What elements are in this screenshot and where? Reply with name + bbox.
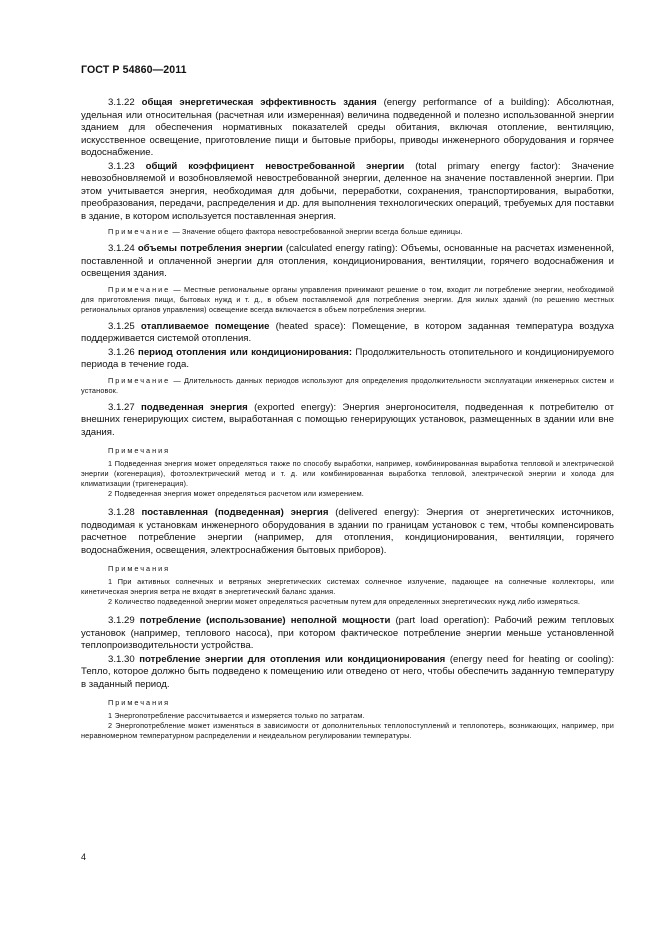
clause-number: 3.1.30 — [108, 653, 135, 665]
note-item: 1 Подведенная энергия может определяться также по способу выработки, например, комбинированная выработка тепловой и электрической энергии (когенерация), фотоэлектрический метод и т. д. или комбинированная выработка тепловой, электрической энергии и холода для климатизации (тригенерация). — [81, 459, 614, 488]
definition-term: потребление (использование) неполной мощности — [139, 615, 391, 626]
clause-number: 3.1.22 — [108, 97, 135, 108]
clause-number: 3.1.26 — [108, 346, 135, 358]
notes-label: Примечания — [108, 446, 171, 455]
definition-term: подведенная энергия — [141, 401, 248, 413]
note-text: — Значение общего фактора невостребованной энергии всегда больше единицы. — [172, 227, 463, 236]
note-label: Примечание — [108, 227, 171, 236]
clause-number: 3.1.24 — [108, 243, 135, 254]
note-label: Примечание — [108, 284, 171, 294]
document-body — [81, 97, 614, 741]
definition-term: период отопления или кондиционирования: — [138, 346, 353, 358]
definition-term: общий коэффициент невостребованной энергии — [145, 160, 405, 172]
definition-text: (part load operation): Рабочий режим тепловых установок (например, теплового насоса), при котором фактическое потребление энергии меньше установленной теплопроизводительности устройства. — [81, 615, 614, 651]
definition-3-1-27 — [81, 402, 614, 440]
definition-text: (exported energy): Энергия энергоносителя, подведенная к потребителю от внешних генерирующих систем, выработанная с помощью генерирующих установок, размещенных в здании или вне здания. — [81, 401, 614, 438]
note-item: 2 Количество подведенной энергии может определяться расчетным путем для определенных энергетических нужд либо измеряться. — [108, 597, 581, 606]
note-item: 2 Энергопотребление может изменяться в зависимости от дополнительных теплопоступлений и теплопотерь, возникающих, например, при неравномерном температурном распределении и неидеальном регулировании температуры. — [81, 721, 614, 740]
note — [81, 227, 614, 237]
clause-number: 3.1.23 — [108, 160, 135, 172]
definition-3-1-22 — [81, 97, 614, 160]
note — [81, 285, 614, 315]
note-text: — Местные региональные органы управления принимают решение о том, входит ли потребление энергии, необходимой для приготовления пищи, бытовых нужд и т. д., в объем поставляемой для потребления энергии. Для жилых зданий (по решению местных региональных органов управления) освещение всегда включается в объем потребления энергии. — [81, 284, 614, 314]
definition-text: (calculated energy rating): Объемы, основанные на расчетах измененной, поставленной и оплаченной энергии для отопления, кондиционирования, вентиляции, горячего водоснабжения и освещения здания. — [81, 243, 615, 279]
document-header: ГОСТ Р 54860—2011 — [81, 64, 187, 76]
clause-number: 3.1.25 — [108, 320, 135, 332]
definition-3-1-30 — [81, 654, 614, 692]
definition-3-1-29 — [81, 615, 614, 653]
notes-label: Примечания — [108, 698, 171, 707]
definition-3-1-23 — [81, 161, 614, 224]
definition-3-1-26 — [81, 347, 614, 372]
definition-term: объемы потребления энергии — [137, 243, 283, 254]
definition-text: (total primary energy factor): Значение невозобновляемой и возобновляемой невостребованной энергии, деленное на значение поставленной энергии. При этом учитывается энергия, необходимая для добычи, переработки, сохранения, транспортирования, выработки, преобразования, передачи, распределения и др. для выполнения технологических операций, требуемых для поставки в здание, в котором используется поставленная энергия. — [81, 160, 615, 222]
definition-3-1-24 — [81, 243, 614, 281]
definition-term: общая энергетическая эффективность здания — [141, 97, 377, 108]
note-text: — Длительность данных периодов используют для определения продолжительности эксплуатации инженерных систем и установок. — [81, 375, 614, 395]
note-label: Примечание — [108, 375, 171, 385]
page-number: 4 — [81, 852, 87, 862]
definition-text: (energy performance of a building): Абсолютная, удельная или относительная (расчетная или измеренная) величина подведенной и полезно использованной энергии зданием для обеспечения нормативных показателей среды обитания, включая отопление, вентиляцию, искусственное освещение, приготовление пищи и бытовые приборы, приводы инженерного оборудования и горячее водоснабжение. — [81, 97, 615, 158]
clause-number: 3.1.29 — [108, 615, 135, 626]
definition-text: Продолжительность отопительного и кондиционируемого периода в течение года. — [81, 346, 614, 370]
note-item: 1 При активных солнечных и ветряных энергетических системах солнечное излучение, падающее на солнечные коллекторы, или кинетическая энергия ветра не входят в энергетический баланс здания. — [81, 577, 614, 596]
clause-number: 3.1.28 — [108, 507, 135, 518]
definition-text: (heated space): Помещение, в котором заданная температура воздуха поддерживается системой отопления. — [81, 320, 615, 344]
note-item: 2 Подведенная энергия может определяться расчетом или измерением. — [108, 489, 364, 498]
note — [81, 376, 614, 396]
clause-number: 3.1.27 — [108, 401, 135, 413]
note-item: 1 Энергопотребление рассчитывается и измеряется только по затратам. — [108, 711, 365, 720]
definition-3-1-28 — [81, 507, 614, 557]
notes-label: Примечания — [108, 564, 171, 573]
definition-term: поставленная (подведенная) энергия — [141, 507, 329, 518]
definition-text: (energy need for heating or cooling): Тепло, которое должно быть подведено к помещению или отведено от него, чтобы обеспечить заданную температуру в заданный период. — [81, 653, 614, 690]
definition-text: (delivered energy): Энергия от энергетических источников, подводимая к установкам инженерного оборудования в здании по границам установок с тем, чтобы компенсировать расчетное потребление энергии (например, для отопления, кондиционирования, вентиляции, горячего водоснабжения, освещения, электроснабжения бытовых приборов). — [81, 507, 614, 556]
definition-term: отапливаемое помещение — [140, 320, 270, 332]
definition-term: потребление энергии для отопления или кондиционирования — [139, 653, 446, 665]
definition-3-1-25 — [81, 321, 614, 346]
